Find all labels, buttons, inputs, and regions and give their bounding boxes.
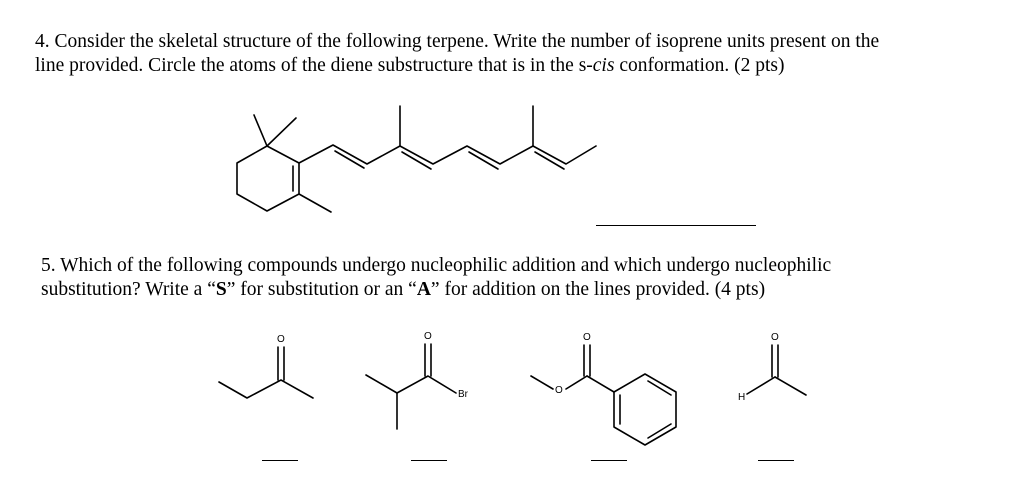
compound-2-Br: Br xyxy=(458,389,468,400)
cis-italic: cis xyxy=(592,55,615,76)
compound-4-aldehyde xyxy=(738,332,806,403)
question-5-line-2: substitution? Write a “S” for substitution or an “A” for addition on the lines provided. (4 pts) xyxy=(41,279,766,300)
question-5-line-1: 5. Which of the following compounds undergo nucleophilic addition and which undergo nucleophilic xyxy=(41,255,832,276)
compound-4-H: H xyxy=(738,392,746,403)
compound-1-O: O xyxy=(277,334,285,345)
question-4-line-2: line provided. Circle the atoms of the diene substructure that is in the s-cis conformation. (2 pts) xyxy=(35,55,785,76)
compound-4-O: O xyxy=(771,332,779,343)
question-4-line-1: 4. Consider the skeletal structure of the following terpene. Write the number of isoprene units present on the xyxy=(35,31,880,52)
compound-3-O: O xyxy=(583,332,591,343)
compound-1-ketone xyxy=(219,334,313,398)
compound-2-O: O xyxy=(424,331,432,342)
terpene-structure xyxy=(237,106,596,212)
compound-2-acyl-bromide xyxy=(366,331,469,429)
compound-3-ester xyxy=(531,332,676,445)
compound-3-O-ester: O xyxy=(555,385,563,396)
